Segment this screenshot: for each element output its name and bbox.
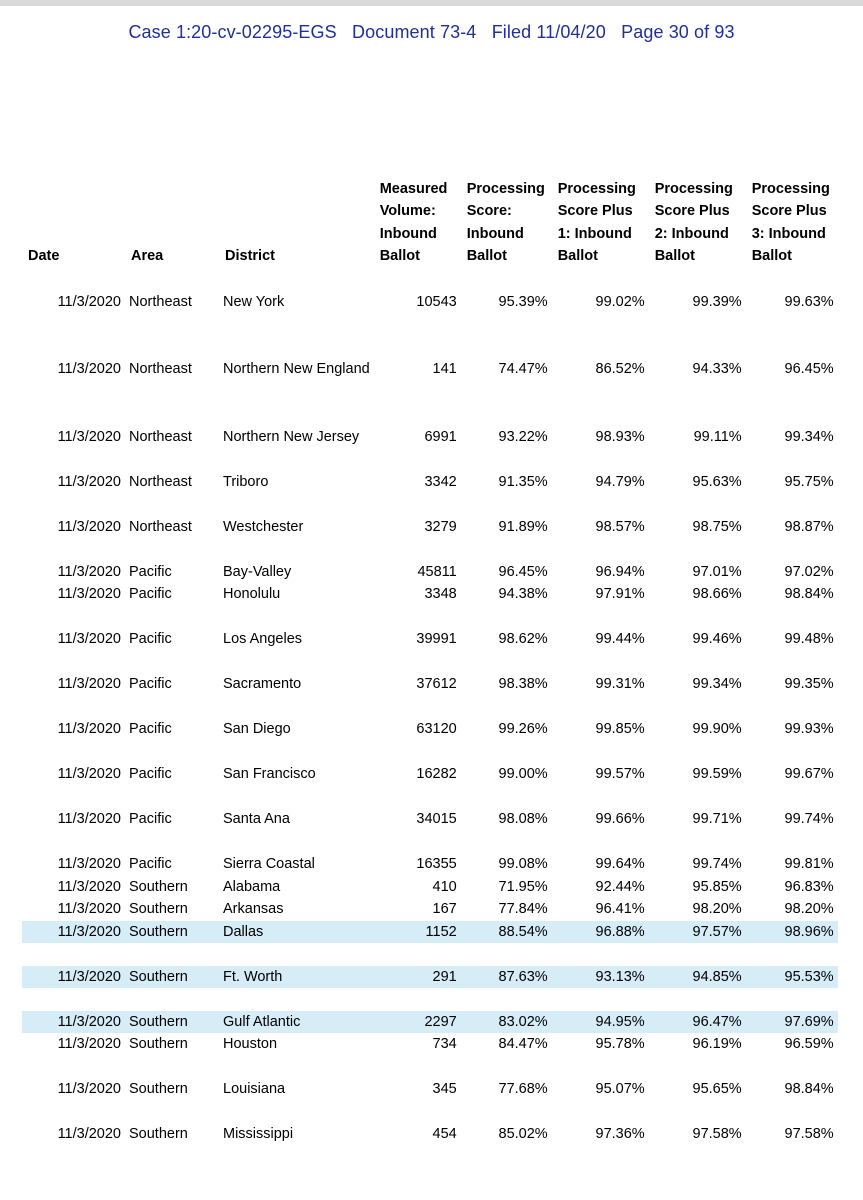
cell-score-plus-1: 96.41% [595,901,645,917]
cell-volume: 734 [432,1036,457,1052]
cell-score-plus-1: 99.85% [595,721,645,737]
cell-score-plus-1: 95.07% [595,1081,645,1097]
col-header-district: District [225,248,275,265]
cell-date: 11/3/2020 [57,856,121,872]
cell-area: Southern [129,901,188,917]
cell-district: Sacramento [223,676,302,692]
cell-score: 77.84% [498,901,548,917]
spacer-row [22,696,838,719]
cell-score: 85.02% [498,1126,548,1142]
table-row [22,1123,838,1146]
cell-score: 91.89% [498,518,548,535]
cell-score-plus-1: 94.79% [595,473,645,490]
cell-date: 11/3/2020 [57,1081,121,1097]
cell-score: 99.00% [498,766,548,782]
cell-score-plus-2: 95.85% [692,878,742,895]
cell-volume: 16355 [416,856,457,872]
cell-score: 93.22% [498,428,548,445]
cell-score: 95.39% [498,293,548,310]
cell-district: New York [223,293,285,310]
cell-district: Triboro [223,473,269,490]
cell-area: Pacific [129,676,172,692]
cell-score-plus-3: 98.20% [784,901,834,917]
cell-area: Southern [129,1126,188,1142]
cell-score: 98.08% [498,811,548,827]
cell-score-plus-2: 99.74% [692,856,742,872]
cell-date: 11/3/2020 [57,766,121,782]
spacer-row [22,741,838,764]
cell-score: 98.38% [498,676,548,692]
cell-volume: 37612 [416,676,457,692]
cell-score-plus-2: 97.58% [692,1126,742,1142]
cell-district: Los Angeles [223,631,303,647]
cell-date: 11/3/2020 [22,921,125,944]
cell-score-plus-3: 95.53% [746,966,838,989]
table-row-highlighted [22,1011,838,1034]
cell-area: Southern [129,1036,188,1052]
cell-score-plus-3: 97.69% [746,1011,838,1034]
cell-date: 11/3/2020 [57,586,121,602]
spacer-row [22,1101,838,1124]
cell-score-plus-1: 92.44% [595,878,645,895]
cell-score-plus-2: 99.46% [692,631,742,647]
cell-score: 99.08% [498,856,548,872]
cell-volume: 6991 [424,428,457,445]
table-row [22,898,838,921]
cell-score: 87.63% [461,966,552,989]
cell-score-plus-3: 96.45% [784,361,834,377]
cell-area: Northeast [129,518,192,535]
cell-date: 11/3/2020 [57,361,121,377]
cell-score-plus-3: 99.48% [784,631,834,647]
cell-score-plus-3: 97.58% [784,1126,834,1142]
cell-score-plus-3: 97.02% [784,563,834,580]
cell-area: Pacific [129,721,172,737]
table-row [22,876,838,899]
cell-score-plus-3: 99.93% [784,721,834,737]
table-row [22,561,838,584]
col-header-score: Processing Score: Inbound Ballot [466,180,545,265]
cell-score-plus-3: 98.87% [784,518,834,535]
cell-score: 98.62% [498,631,548,647]
cell-score: 91.35% [498,473,548,490]
spacer-row [22,786,838,809]
cell-date: 11/3/2020 [22,966,125,989]
cell-date: 11/3/2020 [57,878,121,895]
cell-area: Southern [125,1011,219,1034]
table-row [22,336,838,381]
cell-score-plus-1: 99.02% [595,293,645,310]
cell-score-plus-2: 97.01% [692,563,742,580]
cell-score-plus-1: 94.95% [552,1011,649,1034]
cell-score-plus-1: 97.91% [595,586,645,602]
cell-date: 11/3/2020 [57,1036,121,1052]
cell-date: 11/3/2020 [57,293,121,310]
cell-date: 11/3/2020 [57,631,121,647]
cell-date: 11/3/2020 [22,1011,125,1034]
cell-district: Mississippi [223,1126,294,1142]
spacer-row [22,538,838,561]
cell-score-plus-1: 96.94% [595,563,645,580]
cell-score-plus-2: 95.65% [692,1081,742,1097]
col-header-score-plus-2: Processing Score Plus 2: Inbound Ballot [654,180,733,265]
spacer-row [22,448,838,471]
cell-score-plus-1: 99.44% [595,631,645,647]
cell-score-plus-2: 94.33% [692,361,742,377]
table-row [22,808,838,831]
table-row [22,291,838,314]
cell-score-plus-3: 98.96% [746,921,838,944]
cell-score-plus-3: 98.84% [784,1081,834,1097]
case-header: Case 1:20-cv-02295-EGS Document 73-4 Filed 11/04/20 Page 30 of 93 [128,22,735,42]
cell-score-plus-2: 99.39% [692,293,742,310]
cell-score: 84.47% [498,1036,548,1052]
cell-score-plus-2: 99.71% [692,811,742,827]
cell-score: 71.95% [498,878,548,895]
cell-volume: 63120 [416,721,457,737]
table-row [22,673,838,696]
cell-score-plus-3: 96.59% [784,1036,834,1052]
cell-district: Bay-Valley [223,563,292,580]
cell-volume: 16282 [416,766,457,782]
spacer-row [22,943,838,966]
cell-date: 11/3/2020 [57,1126,121,1142]
cell-volume: 141 [432,361,457,377]
cell-volume: 45811 [417,563,457,580]
cell-area: Northeast [129,473,192,490]
cell-volume: 3342 [424,473,457,490]
cell-date: 11/3/2020 [57,428,121,445]
cell-score: 77.68% [498,1081,548,1097]
table-row [22,718,838,741]
cell-volume: 2297 [374,1011,461,1034]
cell-volume: 410 [432,878,457,895]
header-row [22,176,838,268]
cell-score-plus-1: 99.31% [595,676,645,692]
cell-score: 94.38% [498,586,548,602]
cell-area: Northeast [129,293,192,310]
cell-score-plus-3: 99.63% [784,293,834,310]
cell-district: San Diego [223,721,291,737]
cell-district: Northern New England [223,361,370,377]
cell-area: Northeast [129,361,192,377]
cell-area: Southern [129,1081,188,1097]
cell-district: Santa Ana [223,811,290,827]
spacer-row [22,606,838,629]
cell-score-plus-3: 99.34% [784,428,834,445]
cell-score-plus-2: 98.66% [692,586,742,602]
cell-area: Pacific [129,563,172,580]
col-header-score-plus-3: Processing Score Plus 3: Inbound Ballot [751,180,830,265]
cell-district: Westchester [223,518,304,535]
cell-area: Northeast [129,428,192,445]
table-row [22,403,838,448]
spacer-row [22,313,838,336]
cell-volume: 1152 [374,921,461,944]
cell-district: Houston [223,1036,278,1052]
cell-score-plus-1: 96.88% [552,921,649,944]
spacer-row [22,831,838,854]
cell-score-plus-2: 99.11% [693,428,742,445]
cell-score-plus-3: 99.74% [784,811,834,827]
table-row [22,1033,838,1056]
cell-area: Pacific [129,586,172,602]
cell-score-plus-2: 99.34% [692,676,742,692]
cell-date: 11/3/2020 [57,518,121,535]
table-row [22,853,838,876]
top-border [0,0,863,6]
cell-score-plus-3: 99.35% [784,676,834,692]
cell-district: Ft. Worth [219,966,374,989]
spacer-row [22,1056,838,1079]
col-header-area: Area [131,248,164,265]
cell-score-plus-2: 96.19% [692,1036,742,1052]
col-header-volume: Measured Volume: Inbound Ballot [379,180,448,265]
cell-score-plus-1: 98.93% [595,428,645,445]
cell-score-plus-3: 99.81% [784,856,834,872]
cell-district: Gulf Atlantic [219,1011,374,1034]
cell-district: Honolulu [223,586,281,602]
cell-score-plus-1: 86.52% [595,361,645,377]
cell-volume: 291 [374,966,461,989]
cell-score: 99.26% [498,721,548,737]
cell-score: 96.45% [498,563,548,580]
cell-score-plus-1: 93.13% [552,966,649,989]
cell-score-plus-1: 97.36% [595,1126,645,1142]
cell-score-plus-2: 97.57% [649,921,746,944]
spacer-row [22,988,838,1011]
table-row [22,763,838,786]
cell-area: Southern [129,878,188,895]
cell-score-plus-1: 98.57% [595,518,645,535]
col-header-date: Date [28,248,60,265]
cell-date: 11/3/2020 [57,676,121,692]
cell-score-plus-2: 98.75% [692,518,742,535]
cell-score-plus-1: 99.64% [595,856,645,872]
table-row [22,628,838,651]
cell-score-plus-1: 99.57% [595,766,645,782]
cell-volume: 454 [432,1126,457,1142]
spacer-row [22,493,838,516]
cell-score-plus-3: 98.84% [784,586,834,602]
cell-score-plus-2: 99.90% [692,721,742,737]
cell-area: Southern [125,966,219,989]
table-row [22,1078,838,1101]
cell-score-plus-2: 95.63% [692,473,742,490]
cell-score: 88.54% [461,921,552,944]
cell-district: Arkansas [223,901,284,917]
cell-score-plus-1: 95.78% [595,1036,645,1052]
table-row [22,471,838,494]
spacer-row [22,381,838,404]
cell-score-plus-2: 98.20% [692,901,742,917]
table-row-highlighted [22,921,838,944]
spacer-row [22,651,838,674]
table-row [22,583,838,606]
col-header-score-plus-1: Processing Score Plus 1: Inbound Ballot [557,180,636,265]
cell-volume: 34015 [416,811,457,827]
cell-score-plus-2: 96.47% [649,1011,746,1034]
cell-district: Alabama [223,878,281,895]
table-row-highlighted [22,966,838,989]
cell-score-plus-2: 94.85% [649,966,746,989]
cell-volume: 3348 [424,586,457,602]
cell-score-plus-1: 99.66% [595,811,645,827]
cell-area: Pacific [129,766,172,782]
cell-volume: 39991 [416,631,457,647]
cell-volume: 10543 [416,293,457,310]
cell-date: 11/3/2020 [57,563,121,580]
spacer-row [22,268,838,291]
ballot-processing-table [22,176,838,1146]
cell-date: 11/3/2020 [57,901,121,917]
cell-volume: 3279 [424,518,457,535]
cell-score: 83.02% [461,1011,552,1034]
cell-date: 11/3/2020 [57,721,121,737]
cell-score-plus-3: 99.67% [784,766,834,782]
cell-score-plus-3: 96.83% [784,878,834,895]
cell-date: 11/3/2020 [57,811,121,827]
cell-score: 74.47% [498,361,548,377]
cell-area: Pacific [129,856,172,872]
cell-district: Louisiana [223,1081,286,1097]
cell-district: Northern New Jersey [223,428,360,445]
cell-date: 11/3/2020 [57,473,121,490]
cell-district: San Francisco [223,766,316,782]
cell-area: Pacific [129,811,172,827]
cell-area: Pacific [129,631,172,647]
cell-score-plus-2: 99.59% [692,766,742,782]
cell-district: Dallas [219,921,374,944]
cell-volume: 167 [432,901,457,917]
cell-area: Southern [125,921,219,944]
table-row [22,516,838,539]
cell-score-plus-3: 95.75% [784,473,834,490]
cell-district: Sierra Coastal [223,856,315,872]
cell-volume: 345 [432,1081,457,1097]
